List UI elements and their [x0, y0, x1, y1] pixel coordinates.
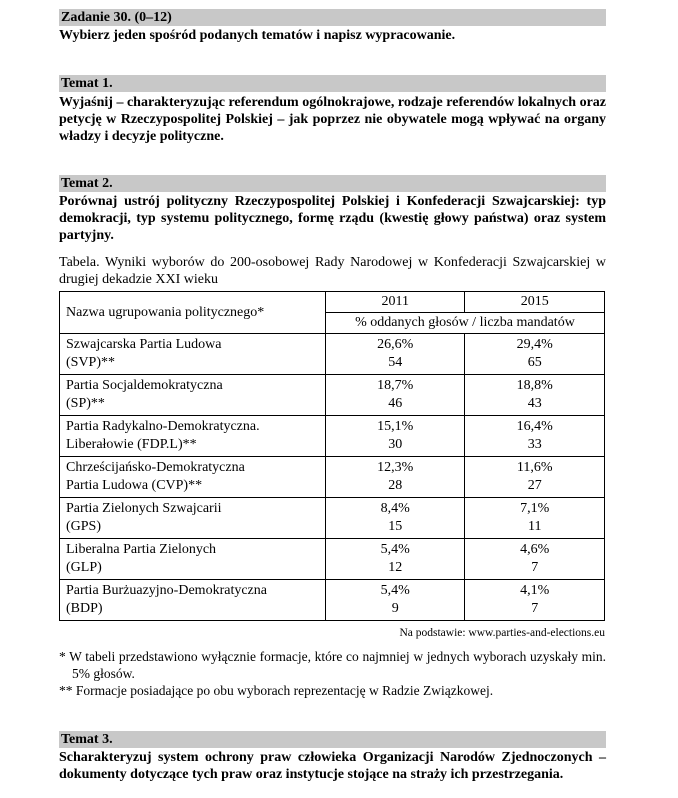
party-name-cell [60, 334, 326, 375]
topic-3-label: Temat 3. [59, 731, 606, 748]
result-2011-line-1: 5,4% [380, 542, 410, 557]
result-2011-line-1: 26,6% [377, 337, 414, 352]
result-2011-cell [325, 416, 465, 457]
result-2011-line-2: 54 [388, 355, 403, 370]
election-results-table [59, 291, 605, 621]
unit-header: % oddanych głosów / liczba mandatów [325, 313, 604, 334]
result-2015-line-1: 11,6% [516, 460, 553, 475]
result-2015-cell [465, 375, 605, 416]
party-name-line-2: Liberałowie (FDP.L)** [66, 437, 197, 452]
task-instruction: Wybierz jeden spośród podanych tematów i napisz wypracowanie. [59, 28, 456, 43]
table-row [60, 498, 605, 539]
result-2011-cell [325, 457, 465, 498]
result-2011-cell [325, 334, 465, 375]
result-2011-cell [325, 498, 465, 539]
result-2015-line-2: 7 [531, 560, 539, 575]
result-2015-line-1: 29,4% [516, 337, 553, 352]
result-2011-line-1: 5,4% [380, 583, 410, 598]
result-2015-line-2: 7 [531, 601, 539, 616]
result-2015-line-1: 18,8% [516, 378, 553, 393]
result-2011-line-1: 8,4% [380, 501, 410, 516]
result-2011-line-2: 15 [388, 519, 403, 534]
topic-2-text: Porównaj ustrój polityczny Rzeczypospolitej Polskiej i Konfederacji Szwajcarskiej: typ demokracji, typ systemu politycznego, formę rządu (kwestię głowy państwa) oraz system partyjny. [59, 194, 606, 243]
result-2015-cell [465, 334, 605, 375]
footnote-single-asterisk [59, 648, 606, 682]
table-header-row [60, 292, 605, 313]
party-name-cell [60, 375, 326, 416]
party-name-cell [60, 416, 326, 457]
party-name-line-2: Partia Ludowa (CVP)** [66, 478, 203, 493]
party-name-cell [60, 457, 326, 498]
year-header-2011: 2011 [325, 292, 465, 313]
result-2011-line-2: 9 [391, 601, 399, 616]
result-2015-line-2: 11 [527, 519, 542, 534]
party-name-cell [60, 498, 326, 539]
result-2011-line-2: 28 [388, 478, 403, 493]
year-header-2015: 2015 [465, 292, 605, 313]
result-2011-cell [325, 580, 465, 621]
table-row [60, 580, 605, 621]
result-2015-cell [465, 580, 605, 621]
result-2015-line-1: 16,4% [516, 419, 553, 434]
source-note: Na podstawie: www.parties-and-elections.eu [399, 627, 605, 639]
result-2015-line-2: 27 [527, 478, 542, 493]
party-name-line-2: (GPS) [66, 519, 102, 534]
result-2011-line-2: 12 [388, 560, 403, 575]
party-name-line-1: Partia Burżuazyjno-Demokratyczna [66, 583, 267, 598]
party-name-line-1: Szwajcarska Partia Ludowa [66, 337, 222, 352]
result-2015-line-2: 33 [527, 437, 542, 452]
footnote-1-text: * W tabeli przedstawiono wyłącznie formacje, które co najmniej w jednych wyborach uzyskały min. 5% głosów. [59, 649, 606, 681]
table-row [60, 457, 605, 498]
party-name-line-1: Chrześcijańsko-Demokratyczna [66, 460, 245, 475]
table-caption: Tabela. Wyniki wyborów do 200-osobowej Rady Narodowej w Konfederacji Szwajcarskiej w drugiej dekadzie XXI wieku [59, 255, 606, 287]
table-row [60, 416, 605, 457]
party-name-line-1: Partia Socjaldemokratyczna [66, 378, 223, 393]
result-2015-cell [465, 416, 605, 457]
topic-2-label: Temat 2. [59, 175, 606, 192]
party-name-header: Nazwa ugrupowania politycznego* [60, 292, 326, 334]
party-name-line-1: Liberalna Partia Zielonych [66, 542, 217, 557]
topic-1-text: Wyjaśnij – charakteryzując referendum ogólnokrajowe, rodzaje referendów lokalnych oraz petycję w Rzeczypospolitej Polskiej – jak poprzez nie obywatele mogą wpływać na organy władzy i decyzje polityczne. [59, 95, 606, 144]
party-name-cell [60, 580, 326, 621]
party-name-cell [60, 539, 326, 580]
topic-1-label: Temat 1. [59, 75, 606, 92]
result-2011-line-1: 18,7% [377, 378, 414, 393]
party-name-line-2: (SP)** [66, 396, 105, 411]
result-2015-line-2: 43 [527, 396, 542, 411]
party-name-line-2: (GLP) [66, 560, 102, 575]
result-2011-cell [325, 375, 465, 416]
footnote-double-asterisk: ** Formacje posiadające po obu wyborach reprezentację w Radzie Związkowej. [59, 683, 494, 698]
task-title: Zadanie 30. (0–12) [59, 9, 606, 26]
result-2015-cell [465, 498, 605, 539]
result-2015-line-2: 65 [527, 355, 542, 370]
result-2015-line-1: 4,6% [520, 542, 550, 557]
result-2011-line-2: 30 [388, 437, 403, 452]
result-2015-line-1: 4,1% [520, 583, 550, 598]
result-2015-line-1: 7,1% [520, 501, 550, 516]
party-name-line-2: (SVP)** [66, 355, 116, 370]
result-2011-line-1: 12,3% [377, 460, 414, 475]
table-row [60, 334, 605, 375]
party-name-line-2: (BDP) [66, 601, 103, 616]
result-2011-cell [325, 539, 465, 580]
result-2011-line-1: 15,1% [377, 419, 414, 434]
result-2015-cell [465, 457, 605, 498]
party-name-line-1: Partia Radykalno-Demokratyczna. [66, 419, 260, 434]
party-name-line-1: Partia Zielonych Szwajcarii [66, 501, 222, 516]
result-2011-line-2: 46 [388, 396, 403, 411]
table-row [60, 539, 605, 580]
topic-3-text: Scharakteryzuj system ochrony praw człowieka Organizacji Narodów Zjednoczonych – dokumenty dotyczące tych praw oraz instytucje stojące na straży ich przestrzegania. [59, 750, 606, 782]
table-row [60, 375, 605, 416]
result-2015-cell [465, 539, 605, 580]
